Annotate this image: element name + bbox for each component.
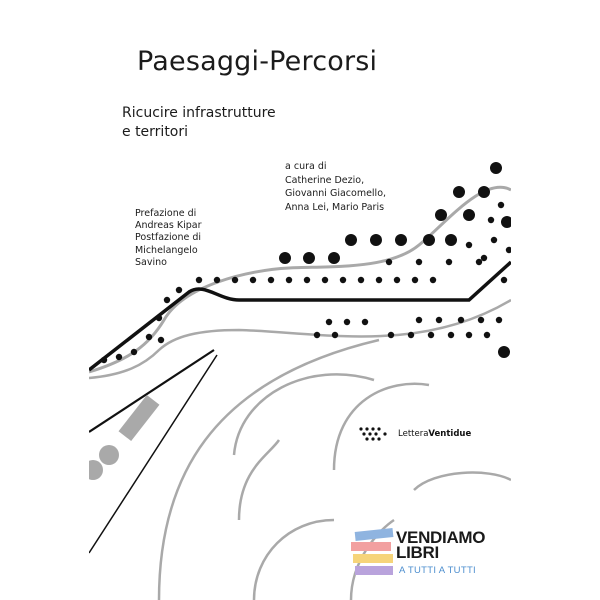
pattern-dot [488,217,494,223]
seller-tagline: A TUTTI A TUTTI [399,565,476,576]
pattern-dot [286,277,292,283]
pattern-dot [466,242,472,248]
pattern-dot [322,277,328,283]
pattern-dot [448,332,454,338]
pattern-dot [395,234,407,246]
pattern-dot [332,332,338,338]
pattern-dot [164,297,170,303]
book-subtitle [122,104,276,142]
prefaces-line: Postfazione di [135,232,202,244]
pattern-dot [466,332,472,338]
subtitle-line: Ricucire infrastrutture [122,105,276,121]
pattern-dot [506,247,511,253]
pattern-dot [498,346,510,358]
pattern-dot [214,277,220,283]
prefaces-line: Savino [135,256,167,268]
pattern-dot [303,252,315,264]
grey-block [119,395,160,441]
subtitle-line: e territori [122,124,189,140]
pattern-dot [370,234,382,246]
pattern-dot [478,317,484,323]
pattern-dot [453,186,465,198]
prefaces-line: Andreas Kipar [135,220,202,232]
pattern-dot [158,337,164,343]
book-title: Paesaggi-Percorsi [137,46,378,77]
pattern-dot [416,317,422,323]
pattern-dot [376,277,382,283]
pattern-dot [345,234,357,246]
pattern-dot [496,317,502,323]
pattern-dot [131,349,137,355]
book-cover [89,0,511,600]
grey-arc-7 [414,473,511,490]
pattern-dot [176,287,182,293]
pattern-dot [412,277,418,283]
grey-disc [99,445,119,465]
pattern-dot [408,332,414,338]
publisher-dots-icon [359,427,393,441]
pattern-dot [423,234,435,246]
cover-artwork [89,0,511,600]
grey-arc-4 [254,520,334,600]
seller-name [396,530,485,560]
pattern-dot [484,332,490,338]
pattern-dot [279,252,291,264]
pattern-dot [156,315,162,321]
pattern-dot [481,255,487,261]
pattern-dot [340,277,346,283]
editors-line: Giovanni Giacomello, [285,188,387,199]
publisher-name-part2: Ventidue [428,429,472,439]
grey-arc-1 [159,340,379,600]
publisher-name-part1: Lettera [398,429,429,439]
pattern-dot [362,319,368,325]
pattern-dot [501,277,507,283]
pattern-dot [146,334,152,340]
editors-line: Catherine Dezio, [285,174,365,186]
pattern-dot [446,259,452,265]
pattern-dot [501,216,511,228]
pattern-dot [458,317,464,323]
pattern-dot [101,357,107,363]
grey-arc-3 [239,440,279,520]
pattern-dot [326,319,332,325]
pattern-dot [116,354,122,360]
pattern-dot [314,332,320,338]
pattern-dot [386,259,392,265]
pattern-dot [476,259,482,265]
seller-name-line: VENDIAMO [396,528,486,547]
pattern-dot [388,332,394,338]
pattern-dot [498,202,504,208]
pattern-dot [435,209,447,221]
prefaces-line: Prefazione di [135,208,197,219]
pattern-dot [344,319,350,325]
editors-block [285,160,386,214]
publisher-logo [359,427,471,441]
seller-badge [349,520,511,586]
pattern-dot [394,277,400,283]
pattern-dot [491,237,497,243]
pattern-dot [328,252,340,264]
pattern-dot [428,332,434,338]
pattern-dot [478,186,490,198]
editors-line: Anna Lei, Mario Paris [285,201,385,213]
pattern-dot [304,277,310,283]
editors-line: a cura di [285,161,327,172]
pattern-dot [196,277,202,283]
prefaces-block [135,208,202,269]
seller-name-line: LIBRI [396,543,439,562]
pattern-dot [430,277,436,283]
pattern-dot [436,317,442,323]
pattern-dot [463,209,475,221]
pattern-dot [358,277,364,283]
pattern-dot [232,277,238,283]
black-diagonal-line [89,350,214,432]
prefaces-line: Michelangelo [135,244,198,256]
pattern-dot [490,162,502,174]
pattern-dot [445,234,457,246]
pattern-dot [268,277,274,283]
pattern-dot [250,277,256,283]
books-stack-icon [349,526,397,582]
black-road-line [89,262,511,370]
grey-disc-2 [89,460,103,480]
pattern-dot [416,259,422,265]
grey-arc-2 [234,374,374,455]
